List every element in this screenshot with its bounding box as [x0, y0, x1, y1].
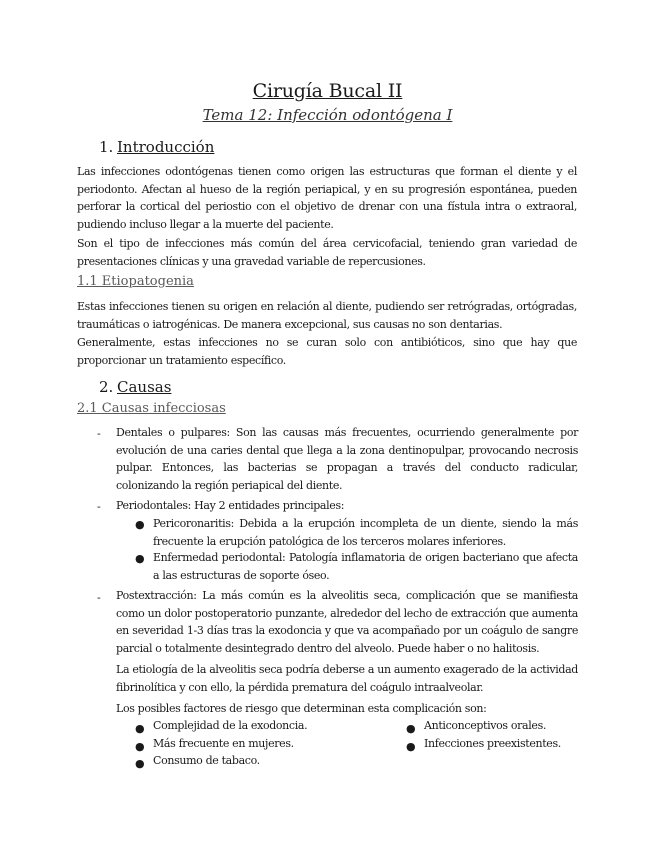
- dot-bullet: ●: [135, 740, 145, 753]
- paragraph: Son el tipo de infecciones más común del área cervicofacial, teniendo gran variedad de presentaciones clínicas y una gravedad variable de repercusiones.: [77, 237, 577, 268]
- subsection-heading: 2.1 Causas infecciosas: [77, 401, 226, 416]
- dot-bullet: ●: [406, 740, 416, 753]
- list-item: Periodontales: Hay 2 entidades principales:: [116, 499, 345, 512]
- list-item: Consumo de tabaco.: [153, 754, 260, 767]
- document-subtitle: Tema 12: Infección odontógena I: [202, 106, 453, 124]
- dot-bullet: ●: [135, 722, 145, 735]
- dot-bullet: ●: [135, 552, 145, 565]
- paragraph: Generalmente, estas infecciones no se curan solo con antibióticos, sino que hay que proporcionar un tratamiento específico.: [77, 336, 577, 367]
- list-item: Más frecuente en mujeres.: [153, 737, 294, 750]
- subsection-heading: 1.1 Etiopatogenia: [77, 274, 194, 289]
- list-item: Anticonceptivos orales.: [424, 719, 547, 732]
- list-item: Complejidad de la exodoncia.: [153, 719, 308, 732]
- dash-bullet: -: [97, 500, 101, 513]
- paragraph: La etiología de la alveolitis seca podría deberse a un aumento exagerado de la actividad fibrinolítica y con ello, la pérdida prematura del coágulo intraalveolar.: [116, 663, 578, 694]
- section-number: 2.: [99, 378, 114, 396]
- section-title: Introducción: [117, 138, 215, 156]
- list-item: Postextracción: La más común es la alveolitis seca, complicación que se manifiesta como un dolor postoperatorio punzante, alrededor del lecho de extracción que aumenta en severidad 1-3 días tras la exodoncia y que va acompañado por un coágulo de sangre parcial o totalmente desintegrado dentro del alveolo. Puede haber o no halitosis.: [116, 589, 578, 655]
- list-item: Enfermedad periodontal: Patología inflamatoria de origen bacteriano que afecta a las estructuras de soporte óseo.: [153, 551, 578, 582]
- dash-bullet: -: [97, 427, 101, 440]
- dot-bullet: ●: [135, 757, 145, 770]
- paragraph: Estas infecciones tienen su origen en relación al diente, pudiendo ser retrógradas, ortógradas, traumáticas o iatrogénicas. De manera excepcional, sus causas no son dentarias.: [77, 300, 577, 331]
- list-item: Pericoronaritis: Debida a la erupción incompleta de un diente, siendo la más frecuente la erupción patológica de los terceros molares inferiores.: [153, 517, 578, 548]
- document-title: Cirugía Bucal II: [252, 80, 403, 102]
- list-item: Dentales o pulpares: Son las causas más frecuentes, ocurriendo generalmente por evolución de una caries dental que llega a la zona dentinopulpar, provocando necrosis pulpar. Entonces, las bacterias se propagan a través del conducto radicular, colonizando la región periapical del diente.: [116, 426, 578, 492]
- dot-bullet: ●: [406, 722, 416, 735]
- paragraph: Los posibles factores de riesgo que determinan esta complicación son:: [116, 702, 487, 715]
- list-item: Infecciones preexistentes.: [424, 737, 561, 750]
- section-number: 1.: [99, 138, 114, 156]
- dash-bullet: -: [97, 591, 101, 604]
- section-title: Causas: [117, 378, 172, 396]
- paragraph: Las infecciones odontógenas tienen como origen las estructuras que forman el diente y el periodonto. Afectan al hueso de la región periapical, y en su progresión espontánea, pueden perforar la cortical del periostio con el objetivo de drenar con una fístula intra o extraoral, pudiendo incluso llegar a la muerte del paciente.: [77, 165, 577, 231]
- dot-bullet: ●: [135, 518, 145, 531]
